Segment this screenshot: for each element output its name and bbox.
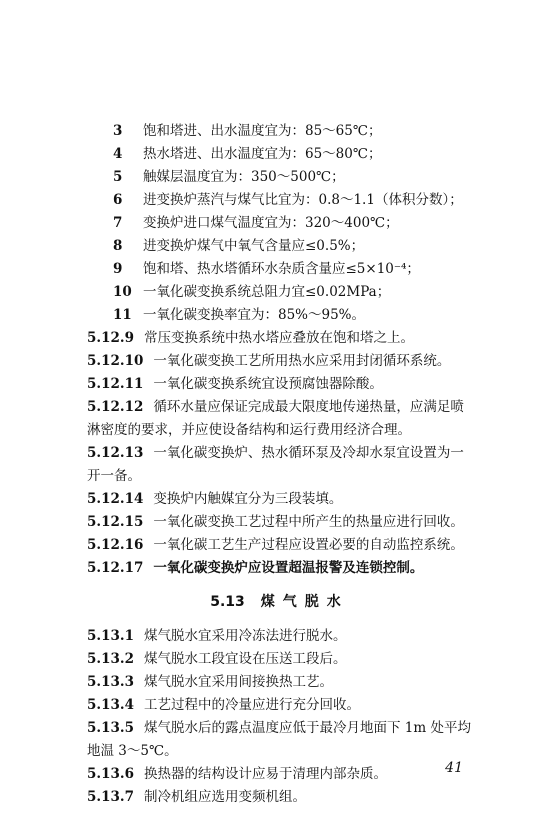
clause-continuation	[87, 466, 559, 486]
item-number: 8	[113, 238, 123, 254]
item-number: 11	[113, 307, 132, 323]
clause-number: 5.12.10	[87, 353, 144, 369]
clause-text: 开一备。	[87, 468, 141, 484]
clause-text: 煤气脱水后的露点温度应低于最冷月地面下 1m 处平均	[143, 720, 471, 736]
clause-number: 5.12.16	[87, 537, 144, 553]
clause-number: 5.13.2	[87, 651, 134, 667]
clause-text: 工艺过程中的冷量应进行充分回收。	[143, 697, 360, 713]
clause-number: 5.13.5	[87, 720, 134, 736]
clause-text: 制冷机组应选用变频机组。	[143, 789, 306, 805]
list-item	[113, 213, 559, 233]
clause	[87, 718, 559, 738]
clause	[87, 328, 559, 348]
clause	[87, 672, 559, 692]
item-text: 触媒层温度宜为：350～500℃；	[143, 169, 345, 185]
clause-text: 煤气脱水工段宜设在压送工段后。	[143, 651, 347, 667]
clause-number: 5.13.1	[87, 628, 134, 644]
item-text: 进变换炉蒸汽与煤气比宜为：0.8～1.1（体积分数）；	[143, 192, 463, 208]
clause-text: 常压变换系统中热水塔应叠放在饱和塔之上。	[143, 330, 414, 346]
list-item	[113, 167, 559, 187]
item-number: 9	[113, 261, 123, 277]
item-text: 变换炉进口煤气温度宜为：320～400℃；	[143, 215, 399, 231]
list-item	[113, 305, 559, 325]
clause-text: 一氧化碳变换工艺过程中所产生的热量应进行回收。	[153, 514, 464, 530]
clause	[87, 443, 559, 463]
clause	[87, 397, 559, 417]
clause-number: 5.13.4	[87, 697, 134, 713]
item-number: 7	[113, 215, 123, 231]
item-number: 10	[113, 284, 132, 300]
clause-text: 一氧化碳变换工艺所用热水应采用封闭循环系统。	[153, 353, 451, 369]
item-text: 一氧化碳变换率宜为：85%～95%。	[143, 307, 366, 323]
clause-text: 一氧化碳变换系统宜设预腐蚀器除酸。	[153, 376, 383, 392]
section-heading	[0, 592, 559, 612]
clause-text: 淋密度的要求，并应使设备结构和运行费用经济合理。	[87, 422, 411, 438]
item-text: 热水塔进、出水温度宜为：65～80℃；	[143, 146, 382, 162]
clause-text: 一氧化碳工艺生产过程应设置必要的自动监控系统。	[153, 537, 464, 553]
page-number: 41	[445, 760, 463, 776]
clause-number: 5.12.14	[87, 491, 144, 507]
clause-number: 5.12.12	[87, 399, 144, 415]
list-item	[113, 144, 559, 164]
section-title: 煤气脱水	[260, 594, 349, 610]
clause	[87, 374, 559, 394]
list-item	[113, 190, 559, 210]
list-item	[113, 236, 559, 256]
clause	[87, 649, 559, 669]
clause	[87, 764, 559, 784]
clause-text: 换热器的结构设计应易于清理内部杂质。	[143, 766, 387, 782]
clause-text: 一氧化碳变换炉、热水循环泵及冷却水泵宜设置为一	[153, 445, 464, 461]
list-item	[113, 259, 559, 279]
item-text: 进变换炉煤气中氧气含量应≤0.5%；	[143, 238, 365, 254]
clause	[87, 512, 559, 532]
clause-number: 5.12.11	[87, 376, 144, 392]
clause	[87, 626, 559, 646]
item-number: 6	[113, 192, 123, 208]
list-item	[113, 282, 559, 302]
item-text: 饱和塔进、出水温度宜为：85～65℃；	[143, 123, 382, 139]
clause	[87, 787, 559, 807]
clause-number: 5.13.7	[87, 789, 134, 805]
clause-number: 5.13.6	[87, 766, 134, 782]
item-number: 4	[113, 146, 123, 162]
clause-text: 地温 3～5℃。	[87, 743, 178, 759]
clause	[87, 535, 559, 555]
clause-number: 5.12.15	[87, 514, 144, 530]
clause-number: 5.12.13	[87, 445, 144, 461]
clause	[87, 351, 559, 371]
clause	[87, 558, 559, 578]
clause-number: 5.13.3	[87, 674, 134, 690]
clause-text: 一氧化碳变换炉应设置超温报警及连锁控制。	[153, 560, 424, 576]
clause	[87, 489, 559, 509]
clause-text: 变换炉内触媒宜分为三段装填。	[153, 491, 343, 507]
clause-continuation	[87, 741, 559, 761]
clause-text: 煤气脱水宜采用间接换热工艺。	[143, 674, 333, 690]
item-number: 3	[113, 123, 123, 139]
clause-text: 煤气脱水宜采用冷冻法进行脱水。	[143, 628, 347, 644]
list-item	[113, 121, 559, 141]
item-text: 一氧化碳变换系统总阻力宜≤0.02MPa；	[143, 284, 391, 300]
clause-number: 5.12.9	[87, 330, 134, 346]
clause-text: 循环水量应保证完成最大限度地传递热量，应满足喷	[153, 399, 464, 415]
section-number: 5.13	[210, 594, 245, 610]
item-number: 5	[113, 169, 123, 185]
item-text: 饱和塔、热水塔循环水杂质含量应≤5×10⁻⁴；	[143, 261, 420, 277]
clause-continuation	[87, 420, 559, 440]
clause-number: 5.12.17	[87, 560, 144, 576]
clause	[87, 695, 559, 715]
